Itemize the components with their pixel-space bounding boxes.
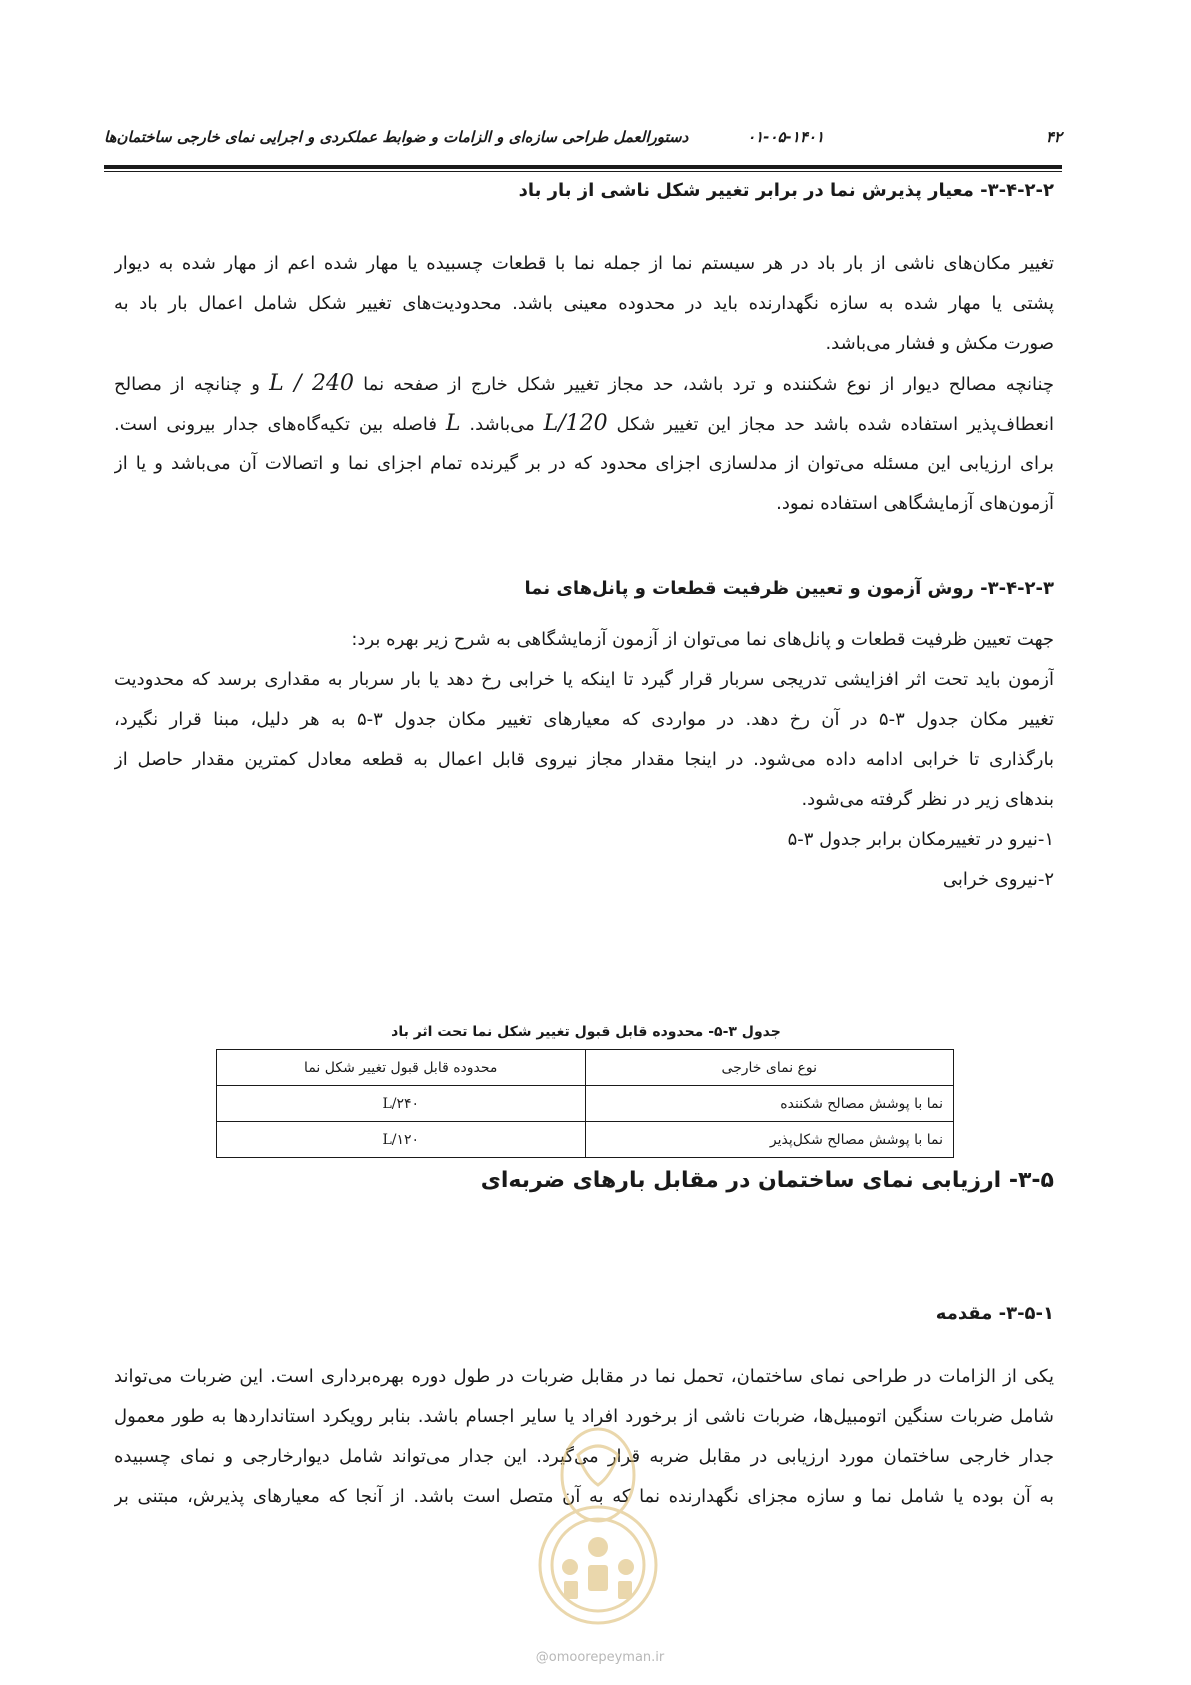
text-line: شامل ضربات سنگین اتومبیل‌ها، ضربات ناشی از برخورد افراد یا سایر اجسام باشد. بنابر رویکرد استانداردها به طور معمول xyxy=(114,1406,1054,1427)
text-line: آزمون‌های آزمایشگاهی استفاده نمود. xyxy=(776,493,1054,514)
table-header-row xyxy=(217,1050,954,1086)
deformation-limits-table xyxy=(216,1049,954,1158)
section-heading-3-5-1: ۳-۵-۱- مقدمه xyxy=(935,1303,1054,1324)
table-header-cell: محدوده قابل قبول تغییر شکل نما xyxy=(217,1050,586,1086)
text-line: آزمون باید تحت اثر افزایشی تدریجی سربار قرار گیرد تا اینکه یا خرابی رخ دهد یا بار سربار به مقداری برسد که محدودیت xyxy=(114,669,1054,690)
text-line: تغییر مکان جدول ۳-۵ در آن رخ دهد. در مواردی که معیارهای تغییر مکان جدول ۳-۵ به هر دلیل، مبنا قرار نگیرد، xyxy=(114,709,1054,730)
text-span: و چنانچه از مصالح xyxy=(114,374,260,395)
text-line: بندهای زیر در نظر گرفته می‌شود. xyxy=(801,789,1054,810)
text-line-with-math xyxy=(114,404,1054,444)
header-title: دستورالعمل طراحی سازه‌ای و الزامات و ضوابط عملکردی و اجرایی نمای خارجی ساختمان‌ها xyxy=(104,128,689,146)
text-line: بارگذاری تا خرابی ادامه داده می‌شود. در اینجا مقدار مجاز نیروی قابل اعمال به قطعه معادل کمترین مقدار حاصل از xyxy=(114,749,1054,770)
section-heading-3-5: ۳-۵- ارزیابی نمای ساختمان در مقابل بارهای ضربه‌ای xyxy=(480,1168,1054,1193)
table-header-cell: نوع نمای خارجی xyxy=(585,1050,954,1086)
text-line: جدار خارجی ساختمان مورد ارزیابی در مقابل ضربه قرار می‌گیرد. این جدار می‌تواند شامل دیوارخارجی و نمای چسبیده xyxy=(114,1446,1054,1467)
paragraph-wind-deformation xyxy=(114,244,1054,524)
list-item: ۲-نیروی خرابی xyxy=(942,869,1054,890)
math-span-length: L xyxy=(445,411,461,436)
text-span: چنانچه مصالح دیوار از نوع شکننده و ترد باشد، حد مجاز تغییر شکل خارج از صفحه نما xyxy=(363,374,1054,395)
paragraph-test-method xyxy=(114,620,1054,900)
list-item: ۱-نیرو در تغییرمکان برابر جدول ۳-۵ xyxy=(787,829,1054,850)
text-line: به آن بوده یا شامل نما و سازه مجزای نگهدارنده نما که به آن متصل است باشد. از آنجا که معیارهای پذیرش، مبتنی بر xyxy=(114,1486,1054,1507)
watermark-url: @omoorepeyman.ir xyxy=(535,1650,665,1665)
text-line: تغییر مکان‌های ناشی از بار باد در هر سیستم نما از جمله نما با قطعات چسبیده یا مهار شده اعم از مهار شده به دیوار xyxy=(114,253,1054,274)
section-heading-3-4-2-2: ۳-۴-۲-۲- معیار پذیرش نما در برابر تغییر شکل ناشی از بار باد xyxy=(518,180,1054,201)
text-span: انعطاف‌پذیر استفاده شده باشد حد مجاز این تغییر شکل xyxy=(616,414,1054,435)
table-row xyxy=(217,1122,954,1158)
table-cell-limit: L/۲۴۰ xyxy=(217,1086,586,1122)
table-cell-facade-type: نما با پوشش مصالح شکننده xyxy=(585,1086,954,1122)
page-number: ۴۲ xyxy=(1045,128,1062,146)
math-limit-brittle: L / 240 xyxy=(269,371,355,396)
watermark-seal-icon xyxy=(508,1415,688,1625)
table-cell-limit: L/۱۲۰ xyxy=(217,1122,586,1158)
header-rule-thin xyxy=(104,171,1062,172)
text-line: یکی از الزامات در طراحی نمای ساختمان، تحمل نما در مقابل ضربات در طول دوره بهره‌برداری است. این ضربات می‌تواند xyxy=(114,1366,1054,1387)
text-line: برای ارزیابی این مسئله می‌توان از مدلسازی اجزای محدود که در بر گیرنده تمام اجزای نما و اتصالات آن می‌باشد و یا از xyxy=(114,453,1054,474)
text-line: جهت تعیین ظرفیت قطعات و پانل‌های نما می‌توان از آزمون آزمایشگاهی به شرح زیر بهره برد: xyxy=(351,629,1054,650)
table-row xyxy=(217,1086,954,1122)
text-line: پشتی یا مهار شده به سازه نگهدارنده باید در محدوده معینی باشد. محدودیت‌های تغییر شکل شامل اعمال بار باد به xyxy=(114,293,1054,314)
running-header xyxy=(104,128,1062,158)
math-limit-ductile: L/120 xyxy=(543,411,608,436)
text-span: می‌باشد. xyxy=(469,414,535,435)
header-date: ۰۱-۰۵-۱۴۰۱ xyxy=(747,128,824,146)
text-line-with-math xyxy=(114,364,1054,404)
text-line: صورت مکش و فشار می‌باشد. xyxy=(825,333,1054,354)
section-heading-3-4-2-3: ۳-۴-۲-۳- روش آزمون و تعیین ظرفیت قطعات و پانل‌های نما xyxy=(524,578,1054,599)
text-span: فاصله بین تکیه‌گاه‌های جدار بیرونی است. xyxy=(114,414,437,435)
table-cell-facade-type: نما با پوشش مصالح شکل‌پذیر xyxy=(585,1122,954,1158)
header-rule-thick xyxy=(104,165,1062,169)
table-caption: جدول ۳-۵- محدوده قابل قبول تغییر شکل نما تحت اثر باد xyxy=(391,1024,781,1040)
